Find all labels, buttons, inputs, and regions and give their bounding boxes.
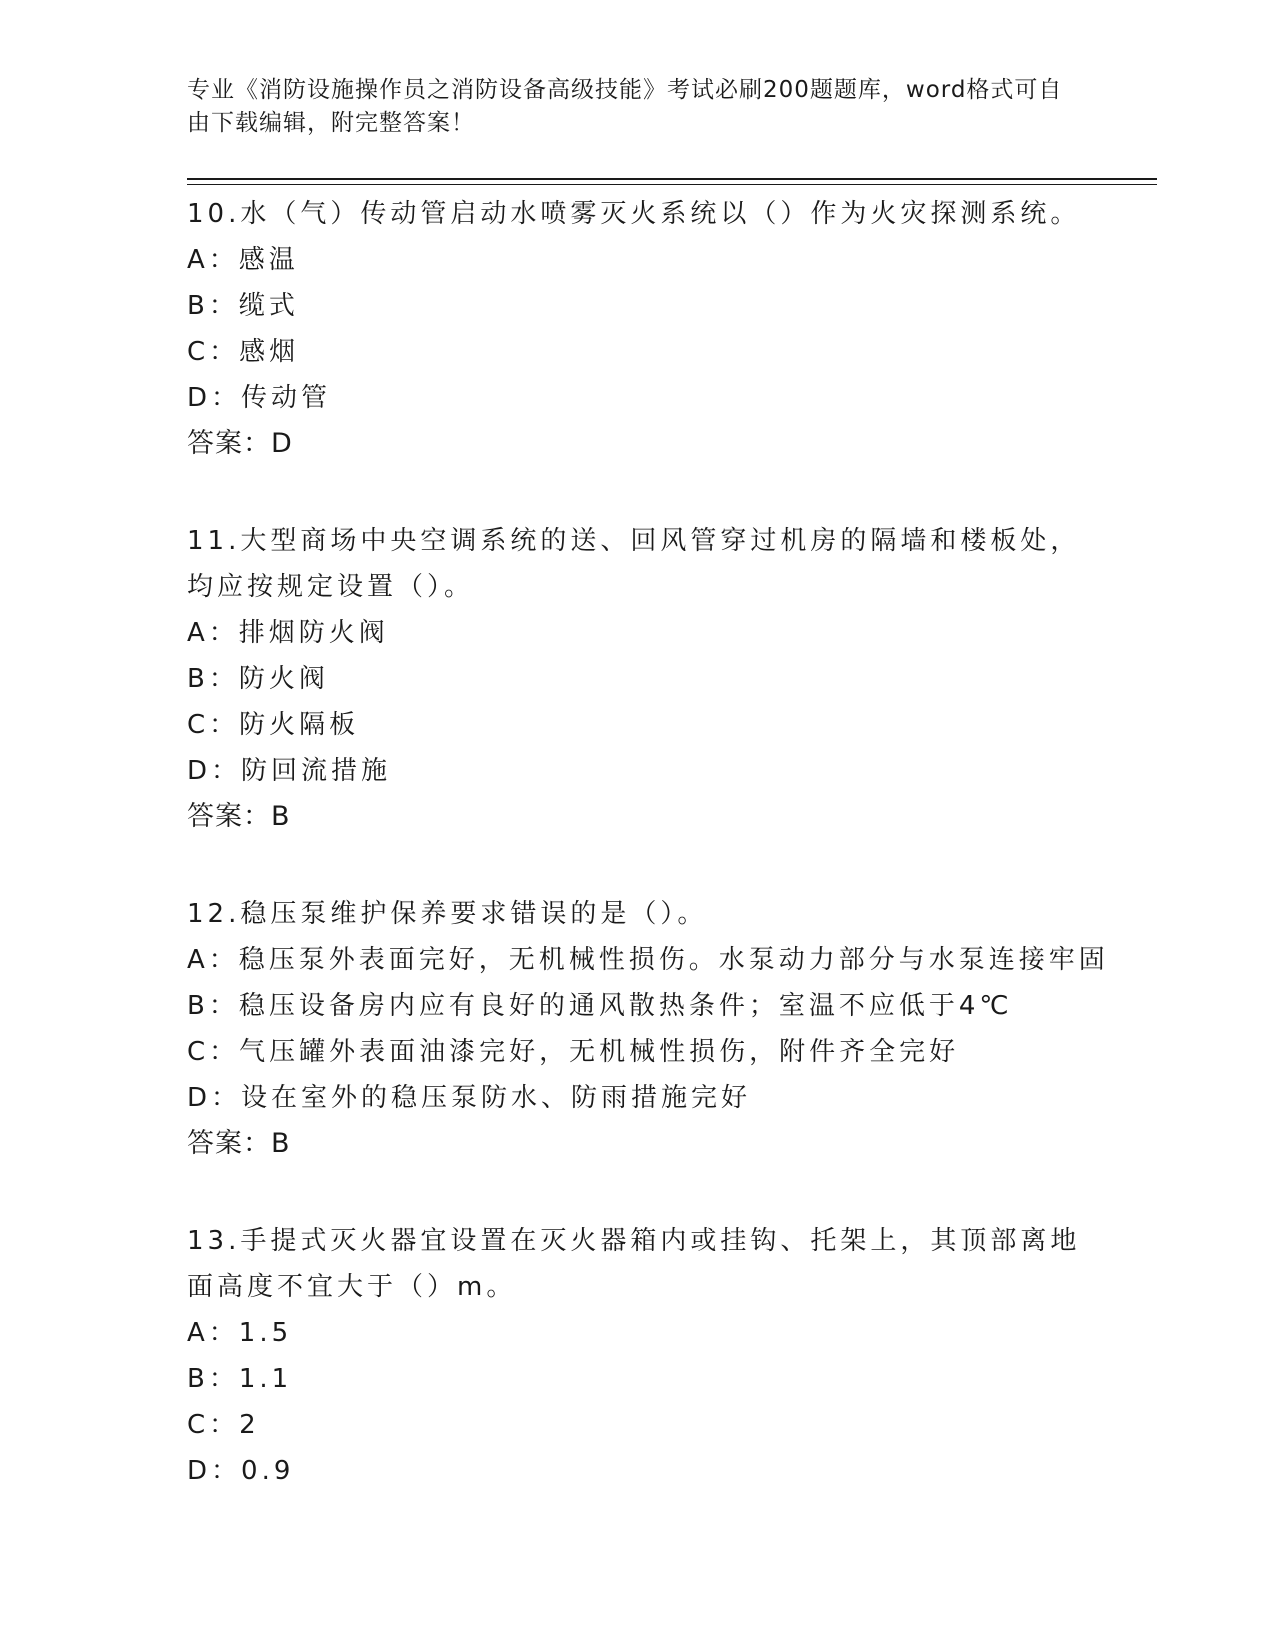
option-c: C：防火隔板	[187, 710, 360, 740]
question-text: 12.稳压泵维护保养要求错误的是（）。	[187, 899, 708, 929]
question-text: 10.水（气）传动管启动水喷雾灭火系统以（）作为火灾探测系统。	[187, 199, 1081, 229]
option-b: B：1.1	[187, 1364, 293, 1394]
document-header: 专业《消防设施操作员之消防设备高级技能》考试必刷200题题库，word格式可自由下载编辑，附完整答案！	[187, 77, 1063, 136]
option-d: D：0.9	[187, 1456, 295, 1486]
option-a: A：排烟防火阀	[187, 618, 389, 648]
option-d: D：传动管	[187, 383, 332, 413]
question-text: 13.手提式灭火器宜设置在灭火器箱内或挂钩、托架上，其顶部离地面高度不宜大于（）m。	[187, 1226, 1081, 1302]
question-13	[187, 1218, 1157, 1494]
option-b: B：稳压设备房内应有良好的通风散热条件；室温不应低于4℃	[187, 991, 1013, 1021]
question-12	[187, 891, 1157, 1167]
option-a: A：1.5	[187, 1318, 293, 1348]
option-c: C：2	[187, 1410, 260, 1440]
option-c: C：感烟	[187, 337, 300, 367]
question-list	[187, 191, 1157, 1545]
question-text: 11.大型商场中央空调系统的送、回风管穿过机房的隔墙和楼板处，均应按规定设置（）。	[187, 526, 1081, 602]
header-divider-thin	[187, 184, 1157, 185]
option-a: A：感温	[187, 245, 299, 275]
header-divider-thick	[187, 178, 1157, 180]
question-11	[187, 518, 1157, 840]
option-b: B：防火阀	[187, 664, 329, 694]
option-d: D：设在室外的稳压泵防水、防雨措施完好	[187, 1083, 752, 1113]
option-c: C：气压罐外表面油漆完好，无机械性损伤，附件齐全完好	[187, 1037, 960, 1067]
option-a: A：稳压泵外表面完好，无机械性损伤。水泵动力部分与水泵连接牢固	[187, 945, 1109, 975]
question-10	[187, 191, 1157, 467]
document-page	[187, 0, 1157, 1650]
option-d: D：防回流措施	[187, 756, 392, 786]
answer: 答案：B	[187, 801, 291, 832]
option-b: B：缆式	[187, 291, 299, 321]
answer: 答案：B	[187, 1128, 291, 1159]
answer: 答案：D	[187, 428, 293, 459]
